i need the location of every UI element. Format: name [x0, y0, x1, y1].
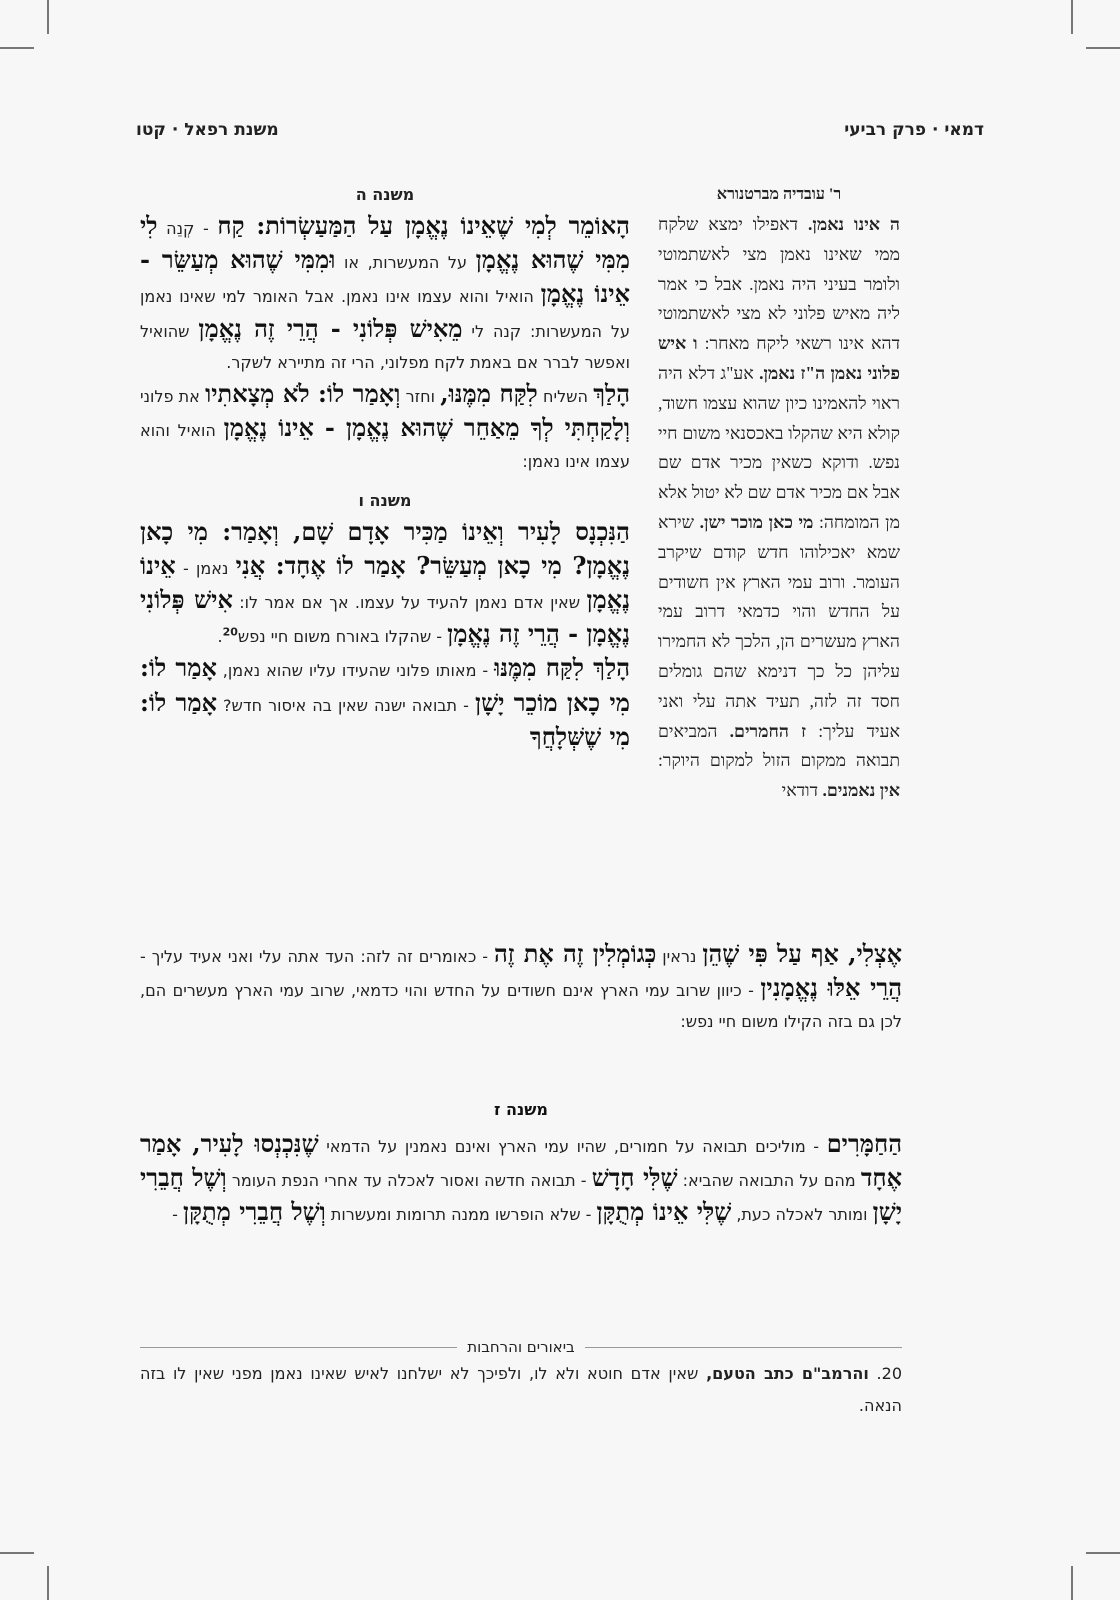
commentary-body: [658, 210, 900, 806]
commentary-text: דאפילו ימצא שלקח ממי שאינו נאמן מצי לאשתמוטי ולומר בעיני היה נאמן. אבל כי אמר ליה מאיש פלוני לא מצי לאשתמוטי דהא אינו רשאי ליקח מאחר:: [658, 214, 900, 354]
explanation-text: - קְנֵה: [157, 219, 218, 238]
crop-mark-top-right-h: [1086, 47, 1120, 49]
mishna-quote: הָאוֹמֵר לְמִי שֶׁאֵינוֹ נֶאֱמָן עַל הַמַּעַשְׂרוֹת: קַח: [217, 211, 630, 240]
footnotes-section-label: ביאורים והרחבות: [467, 1338, 575, 1356]
mishna-quote: וְשֶׁל חֲבֵרִי מְתֻקָּן: [183, 1197, 326, 1227]
mishna-h-title: משנה ה: [355, 185, 415, 204]
mishna-quote: וְלָקַחְתִּי לְךָ מֵאַחֵר שֶׁהוּא נֶאֱמָן - אֵינוֹ נֶאֱמָן: [223, 413, 630, 443]
mishna-quote: וְאָמַר לוֹ: לֹא מְצָאתִיו: [205, 379, 401, 409]
explanation-text: וחזר: [400, 387, 441, 407]
explanation-text: שאין אדם נאמן להעיד על עצמו. אך אם אמר לו:: [232, 593, 587, 613]
mishna-z-paragraph: [140, 1128, 902, 1231]
mishna-quote: אָמַר לוֹ: מִי שֶׁשְּׁלָחֲךָ: [140, 687, 630, 751]
explanation-text: - מאותו פלוני שהעידו עליו שהוא נאמן,: [216, 661, 495, 681]
footnote-body: שאין אדם חוטא ולא לו, ולפיכך לא ישלחנו לאיש שאינו נאמן מפני שאין לו בזה הנאה.: [140, 1364, 902, 1415]
explanation-text: -: [172, 1205, 184, 1225]
explanation-text: את פלוני: [140, 387, 206, 407]
explanation-text: הואיל והוא עצמו אינו נאמן:: [140, 421, 630, 472]
commentary-lemma: ז החמרים.: [729, 720, 807, 741]
mishna-quote: וּמִמִּי שֶׁהוּא מְעַשֵּׂר - אֵינוֹ נֶאֱמָן: [140, 245, 631, 309]
footnote-20: [140, 1358, 902, 1422]
explanation-text: מהם על התבואה שהביא:: [677, 1171, 861, 1191]
footnote-ref: 20: [222, 625, 238, 639]
mishna-quote: אֵינוֹ נֶאֱמָן: [140, 550, 630, 615]
mishna-h-paragraph-1: [140, 210, 630, 378]
explanation-text: - תבואה ישנה שאין בה איסור חדש?: [216, 695, 475, 715]
commentary-lemma: ו איש פלוני נאמן ה"ז נאמן.: [658, 333, 900, 383]
mishna-quote: שֶׁלִּי חָדָשׁ: [591, 1163, 678, 1193]
crop-mark-bottom-right-h: [1086, 1552, 1120, 1554]
mishna-v-paragraph-2: [140, 652, 630, 755]
running-head: [136, 120, 984, 140]
mishna-quote: הַנִּכְנָס לָעִיר וְאֵינוֹ מַכִּיר אָדָם שָׁם, וְאָמַר: מִי כָאן נֶאֱמָן? מִי כָאן מְעַשֵּׂר? אָמַר לוֹ אֶחָד: אֲנִי: [140, 516, 630, 580]
explanation-text: נראין: [656, 947, 703, 966]
footnote-lead: והרמב"ם כתב הטעם,: [706, 1364, 869, 1383]
mishna-quote: לִקַּח מִמֶּנּוּ,: [440, 379, 538, 409]
explanation-text: ומותר לאכלה כעת,: [731, 1205, 873, 1225]
explanation-text: - כאומרים זה לזה: העד אתה עלי ואני אעיד עליך -: [140, 947, 494, 966]
mishna-quote: אִישׁ פְּלוֹנִי נֶאֱמָן - הֲרֵי זֶה נֶאֱמָן: [140, 585, 630, 649]
mishna-quote: הֲרֵי אֵלּוּ נֶאֱמָנִין: [760, 973, 903, 1003]
footnote-number: 20.: [876, 1364, 902, 1383]
crop-mark-top-left-h: [0, 47, 34, 49]
commentary-lemma: אין נאמנים.: [822, 780, 900, 801]
explanation-text: השליח: [537, 387, 594, 407]
crop-mark-bottom-left-v: [47, 1566, 49, 1600]
mishna-v-paragraph-1: [140, 516, 630, 653]
bartenura-commentary: [658, 182, 900, 806]
main-text-column: [140, 178, 630, 755]
mishna-quote: הָלַךְ לִקַּח מִמֶּנּוּ: [494, 653, 631, 683]
mishna-quote: אֶצְלִי, אַף עַל פִּי שֶׁהֵן: [702, 939, 903, 968]
explanation-text: - שהקלו באורח משום חיי נפש: [237, 627, 448, 647]
commentary-lemma: מי כאן מוכר ישן.: [699, 511, 814, 532]
running-head-page: משנת רפאל · קטו: [136, 120, 279, 140]
mishna-h-paragraph-2: [140, 378, 630, 478]
mishna-quote: אָמַר לוֹ: מִי כָאן מוֹכֵר יָשָׁן: [140, 653, 630, 717]
mishna-v-continuation: [140, 938, 902, 1038]
mishna-quote: מֵאִישׁ פְּלוֹנִי - הֲרֵי זֶה נֶאֱמָן: [198, 313, 463, 343]
mishna-quote: לִי מִמִּי שֶׁהוּא נֶאֱמָן: [140, 211, 630, 275]
commentary-text: המביאים תבואה ממקום הזול למקום היוקר:: [658, 720, 900, 771]
divider-line: [585, 1347, 902, 1348]
explanation-text: - מוליכים תבואה על חמורים, שהיו עמי הארץ ואינם נאמנין על הדמאי: [318, 1137, 827, 1156]
footnotes-divider: [140, 1338, 902, 1356]
mishna-quote: שֶׁלִּי אֵינוֹ מְתֻקָּן: [596, 1197, 732, 1227]
mishna-z-title: משנה ז: [494, 1100, 548, 1119]
mishna-v-title: משנה ו: [358, 490, 412, 510]
mishna-quote: וְשֶׁל חֲבֵרִי יָשָׁן: [140, 1163, 902, 1227]
commentary-text: דודאי: [781, 780, 823, 801]
explanation-text: .: [217, 627, 223, 647]
crop-mark-top-right-v: [1071, 0, 1073, 34]
explanation-text: - תבואה חדשה ואסור לאכלה עד אחרי הנפת העומר: [226, 1171, 592, 1191]
commentary-text: אע"ג דלא היה ראוי להאמינו כיון שהוא עצמו חשוד, קולא היא שהקלו באכסנאי משום חיי נפש. ודוקא כשאין מכיר אדם שם אבל אם מכיר אדם שם לא יטול אלא מן המומחה:: [658, 362, 900, 532]
explanation-text: נאמן -: [175, 558, 236, 578]
explanation-text: - כיוון שרוב עמי הארץ אינם חשודים על החדש והוי כדמאי, שרוב עמי הארץ מעשרים הם, לכן גם בזה הקילו משום חיי נפש:: [140, 981, 902, 1032]
mishna-quote: כְּגוֹמְלִין זֶה אֶת זֶה: [494, 939, 657, 968]
crop-mark-top-left-v: [47, 0, 49, 34]
mishna-quote: הַחַמָּרִים: [826, 1129, 902, 1158]
running-head-chapter: דמאי · פרק רביעי: [844, 120, 984, 140]
commentary-lemma: ה אינו נאמן.: [807, 214, 900, 234]
explanation-text: הואיל והוא עצמו אינו נאמן. אבל האומר למי שאינו נאמן על המעשרות: קנה לי: [140, 287, 631, 341]
explanation-text: - שלא הופרשו ממנה תרומות ומעשרות: [325, 1205, 597, 1225]
commentary-title: ר' עובדיה מברטנורא: [716, 186, 842, 203]
crop-mark-bottom-right-v: [1071, 1566, 1073, 1600]
mishna-quote: הָלַךְ: [593, 379, 631, 409]
commentary-text: שירא שמא יאכילוהו חדש קודם שיקרב העומר. ורוב עמי הארץ אין חשודים על החדש והוי כדמאי דרוב עמי הארץ מעשרים הן, הלכך לא החמירו עליהן כל כך דנימא שהם גומלים חסד זה לזה, תעיד אתה עלי ואני אעיד עליך:: [658, 511, 900, 741]
explanation-text: על המעשרות, או: [335, 253, 476, 273]
crop-mark-bottom-left-h: [0, 1552, 34, 1554]
divider-line: [140, 1347, 457, 1348]
mishna-quote: שֶׁנִּכְנְסוּ לָעִיר, אָמַר אֶחָד: [140, 1129, 902, 1193]
explanation-text: שהואיל ואפשר לברר אם באמת לקח מפלוני, הרי זה מתיירא לשקר.: [140, 321, 630, 372]
